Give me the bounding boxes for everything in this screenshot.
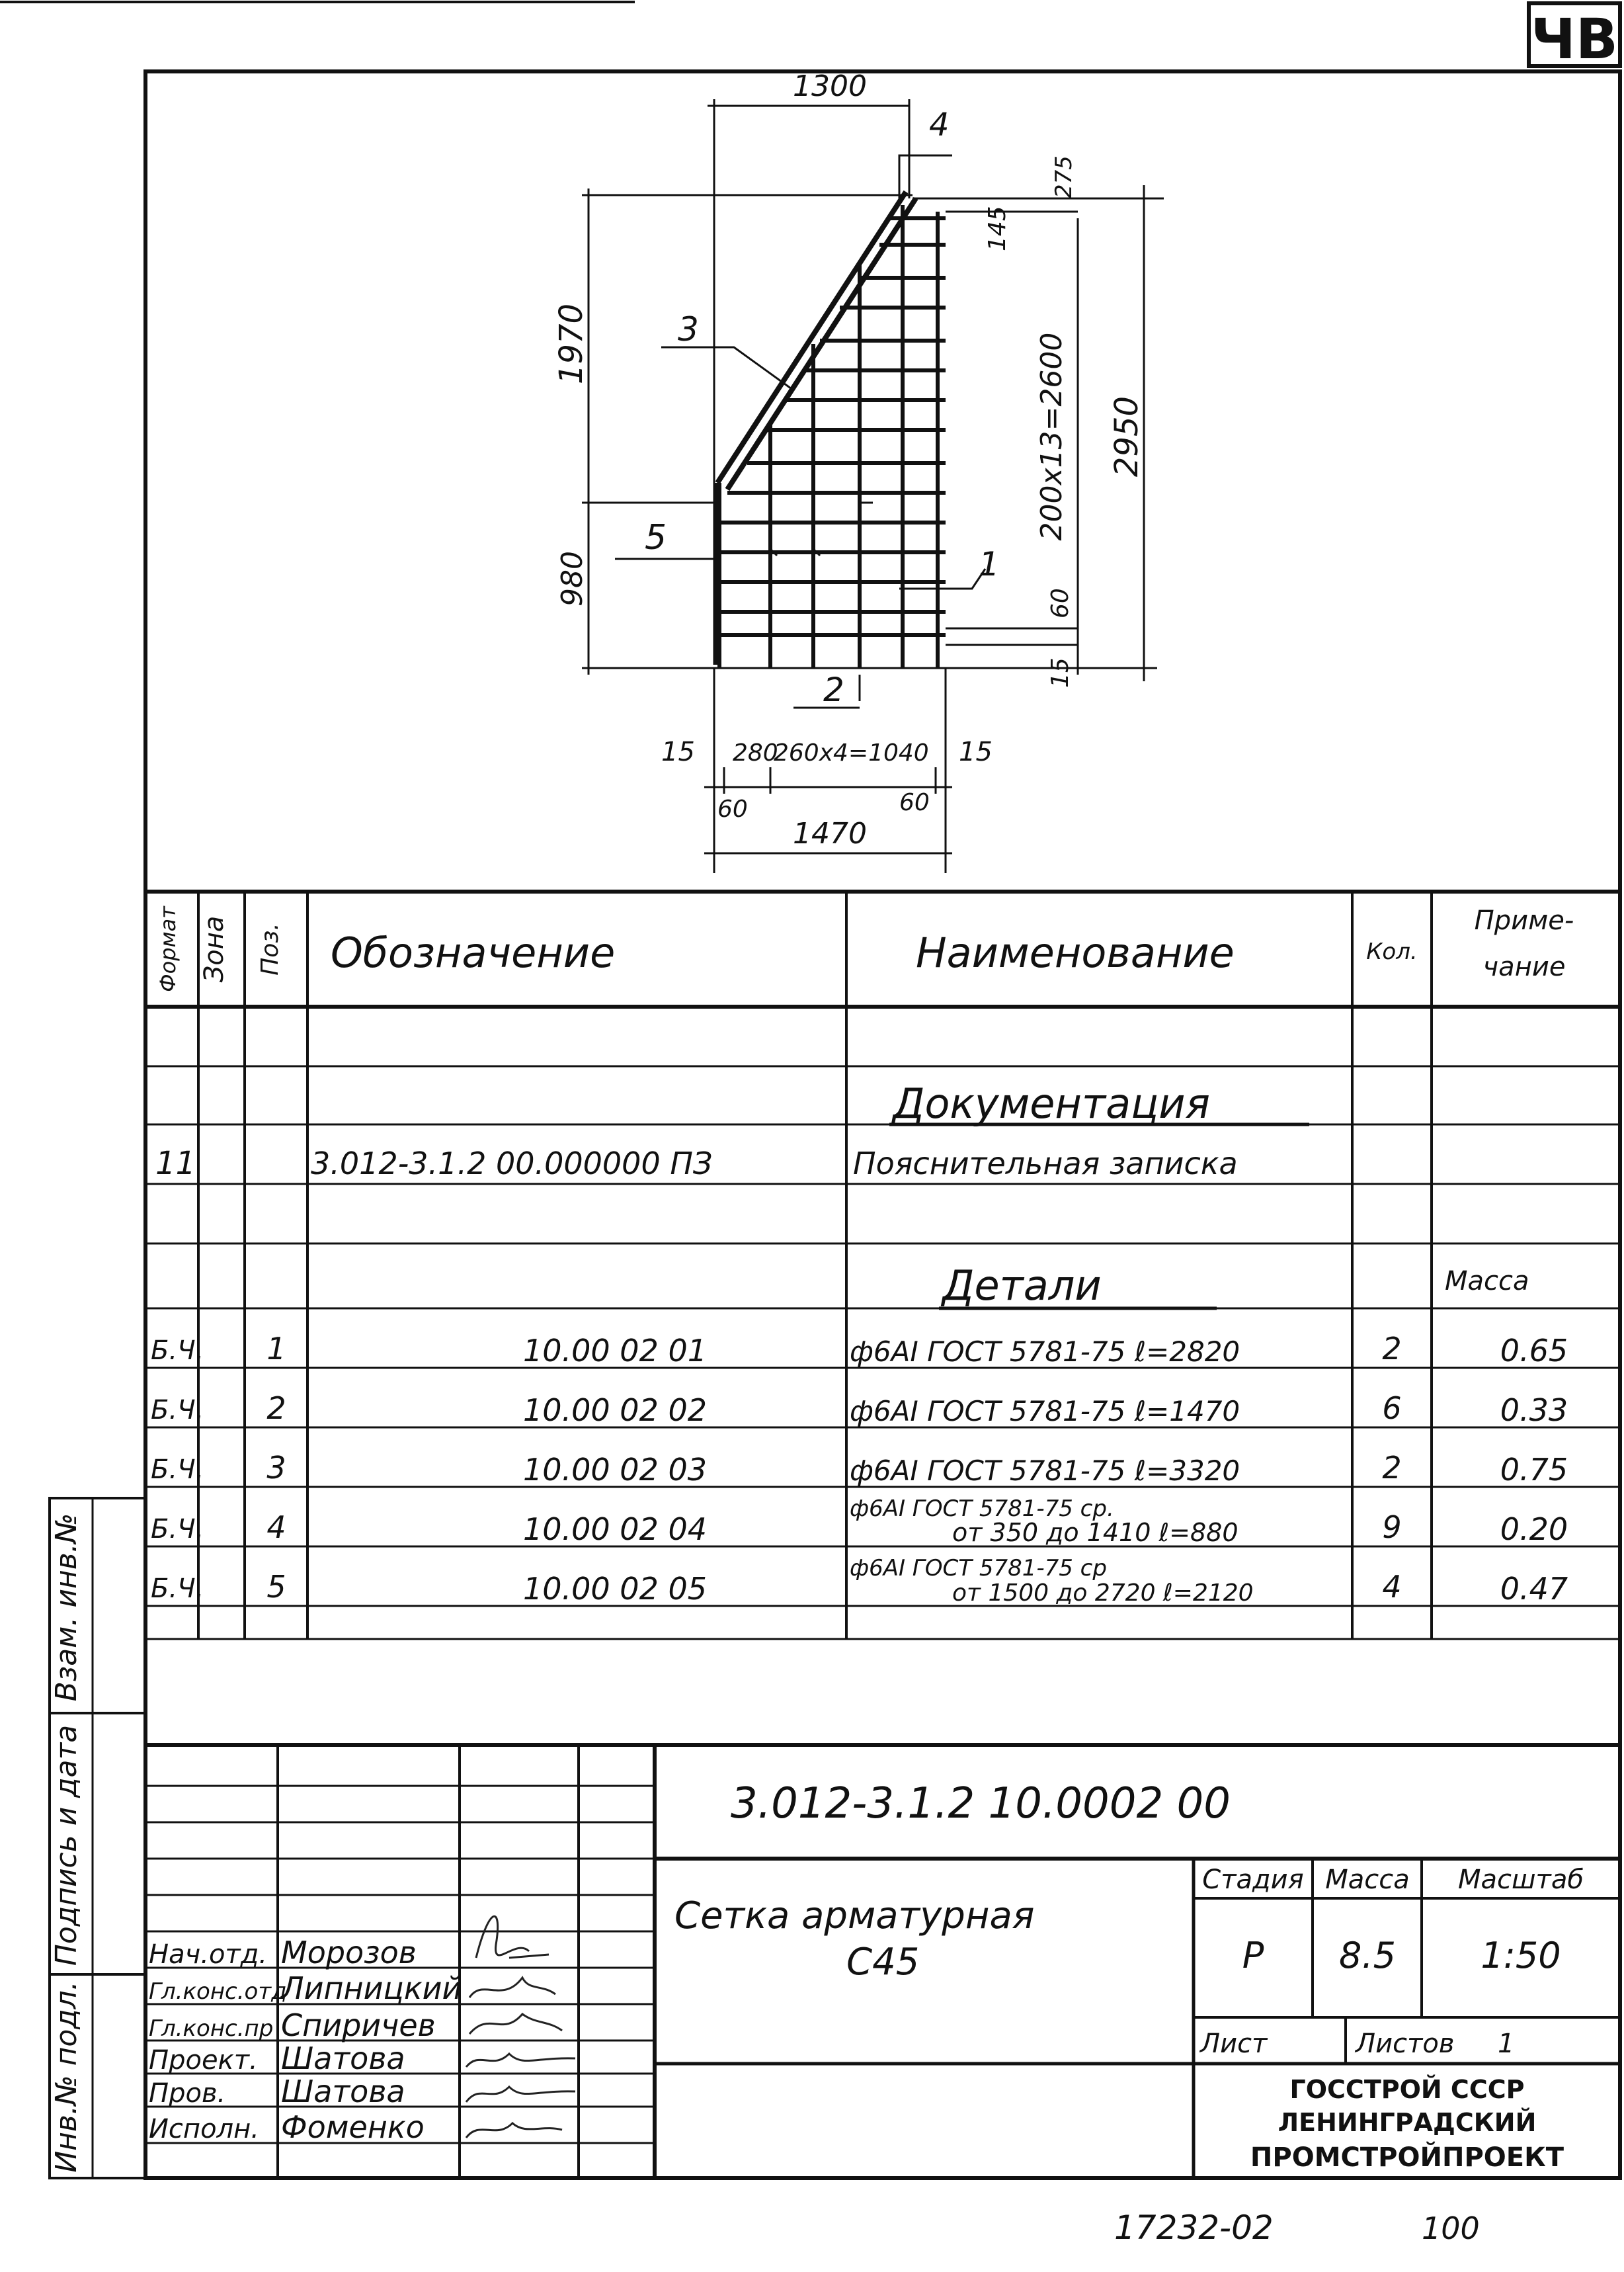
parts-rows xyxy=(151,1331,1568,1607)
svg-text:от 350 до 1410 ℓ=880: от 350 до 1410 ℓ=880 xyxy=(952,1518,1238,1547)
section-documentation xyxy=(889,1079,1309,1128)
stage-value: Р xyxy=(1242,1935,1264,1976)
svg-text:Пров.: Пров. xyxy=(149,2078,226,2109)
svg-text:1300: 1300 xyxy=(793,69,867,103)
svg-text:15: 15 xyxy=(1047,657,1074,688)
side-stamp-inv-podl: Инв.№ подл. xyxy=(50,1981,83,2173)
sheet-label: Лист xyxy=(1200,2029,1268,2059)
stage-label: Стадия xyxy=(1202,1865,1304,1895)
svg-text:280: 280 xyxy=(733,739,778,767)
table-row xyxy=(151,1331,1568,1368)
svg-text:Исполн.: Исполн. xyxy=(149,2114,259,2144)
svg-text:1: 1 xyxy=(266,1331,286,1367)
svg-text:ф6АI ГОСТ 5781-75 ср: ф6АI ГОСТ 5781-75 ср xyxy=(850,1555,1107,1581)
svg-text:5: 5 xyxy=(645,518,667,558)
drawing-code: 3.012-3.1.2 10.0002 00 xyxy=(731,1779,1231,1828)
section-parts xyxy=(939,1261,1529,1310)
svg-text:260х4=1040: 260х4=1040 xyxy=(774,739,929,767)
table-row xyxy=(151,1555,1568,1607)
svg-text:Фоменко: Фоменко xyxy=(281,2109,425,2145)
svg-text:4: 4 xyxy=(266,1509,286,1545)
side-stamp-podpis: Подпись и дата xyxy=(50,1724,83,1966)
svg-text:Наименование: Наименование xyxy=(916,929,1235,977)
svg-text:10.00 02 01: 10.00 02 01 xyxy=(523,1333,707,1368)
svg-text:ЧВ: ЧВ xyxy=(1531,7,1618,71)
svg-text:145: 145 xyxy=(984,206,1011,251)
svg-text:Гл.конс.отд: Гл.конс.отд xyxy=(149,1978,287,2005)
svg-text:2950: 2950 xyxy=(1108,396,1145,478)
svg-text:Б.Ч.: Б.Ч. xyxy=(151,1454,204,1485)
table-row xyxy=(151,1450,1568,1488)
drawing-title: Сетка арматурная xyxy=(674,1894,1035,1937)
svg-text:чание: чание xyxy=(1482,952,1566,982)
svg-text:1: 1 xyxy=(979,545,1000,583)
svg-text:Обозначение: Обозначение xyxy=(331,929,616,977)
svg-text:Б.Ч.: Б.Ч. xyxy=(151,1574,204,1604)
table-row xyxy=(151,1390,1568,1428)
svg-text:3.012-3.1.2 00.000000 ПЗ: 3.012-3.1.2 00.000000 ПЗ xyxy=(311,1146,713,1181)
svg-text:2: 2 xyxy=(1382,1331,1402,1367)
svg-text:3: 3 xyxy=(678,310,699,349)
spec-headers xyxy=(155,905,1574,992)
svg-text:15: 15 xyxy=(959,737,993,767)
svg-text:Морозов: Морозов xyxy=(281,1935,417,1970)
svg-text:0.75: 0.75 xyxy=(1500,1452,1568,1488)
svg-text:Б.Ч.: Б.Ч. xyxy=(151,1395,204,1425)
svg-text:ф6АI ГОСТ 5781-75 ℓ=2820: ф6АI ГОСТ 5781-75 ℓ=2820 xyxy=(850,1335,1240,1368)
svg-text:Липницкий: Липницкий xyxy=(281,1970,462,2006)
footer-number: 17232-02 xyxy=(1114,2209,1274,2247)
corner-code xyxy=(1529,3,1620,71)
svg-text:4: 4 xyxy=(929,106,950,144)
org-line-2: ЛЕНИНГРАДСКИЙ xyxy=(1278,2108,1537,2137)
scale-value: 1:50 xyxy=(1481,1935,1561,1976)
svg-text:ф6АI ГОСТ 5781-75 ℓ=1470: ф6АI ГОСТ 5781-75 ℓ=1470 xyxy=(850,1395,1240,1427)
sheets-value: 1 xyxy=(1498,2029,1515,2059)
svg-text:ф6АI ГОСТ 5781-75 ℓ=3320: ф6АI ГОСТ 5781-75 ℓ=3320 xyxy=(850,1454,1240,1487)
svg-text:Б.Ч.: Б.Ч. xyxy=(151,1335,204,1366)
org-line-3: ПРОМСТРОЙПРОЕКТ xyxy=(1250,2142,1564,2173)
svg-text:0.33: 0.33 xyxy=(1500,1392,1568,1428)
dimension-texts xyxy=(553,69,1145,851)
svg-text:Кол.: Кол. xyxy=(1366,939,1418,965)
footer-page: 100 xyxy=(1422,2210,1480,2246)
svg-text:ф6АI ГОСТ 5781-75 ср.: ф6АI ГОСТ 5781-75 ср. xyxy=(850,1495,1114,1522)
scale-label: Масштаб xyxy=(1457,1865,1584,1895)
svg-text:2: 2 xyxy=(823,671,844,709)
svg-text:Документация: Документация xyxy=(893,1079,1210,1128)
svg-text:Зона: Зона xyxy=(199,915,229,983)
svg-text:Масса: Масса xyxy=(1445,1266,1529,1296)
svg-text:Шатова: Шатова xyxy=(281,2074,405,2109)
svg-text:Шатова: Шатова xyxy=(281,2041,405,2076)
svg-text:Гл.конс.пр: Гл.конс.пр xyxy=(149,2015,274,2042)
svg-text:9: 9 xyxy=(1382,1509,1402,1545)
svg-text:Детали: Детали xyxy=(942,1261,1102,1310)
person-row xyxy=(149,1935,417,1970)
svg-text:Спиричев: Спиричев xyxy=(281,2007,436,2043)
svg-text:Поз.: Поз. xyxy=(257,923,284,976)
people-list xyxy=(149,1935,462,2145)
svg-text:2: 2 xyxy=(1382,1450,1402,1486)
svg-text:Проект.: Проект. xyxy=(149,2045,258,2076)
table-row xyxy=(151,1495,1568,1547)
svg-text:0.47: 0.47 xyxy=(1500,1571,1568,1607)
svg-text:5: 5 xyxy=(266,1569,286,1605)
svg-text:Нач.отд.: Нач.отд. xyxy=(149,1939,268,1970)
svg-text:60: 60 xyxy=(899,789,930,816)
drawing-mark: С45 xyxy=(846,1941,920,1984)
svg-text:200х13=2600: 200х13=2600 xyxy=(1035,332,1069,541)
svg-text:60: 60 xyxy=(1047,588,1074,618)
svg-text:4: 4 xyxy=(1382,1569,1402,1605)
svg-text:10.00 02 04: 10.00 02 04 xyxy=(523,1511,707,1547)
svg-text:10.00 02 03: 10.00 02 03 xyxy=(523,1452,707,1488)
svg-text:3: 3 xyxy=(266,1450,286,1486)
svg-text:10.00 02 02: 10.00 02 02 xyxy=(523,1392,707,1428)
svg-text:от 1500 до 2720 ℓ=2120: от 1500 до 2720 ℓ=2120 xyxy=(952,1579,1254,1607)
svg-text:Приме-: Приме- xyxy=(1474,905,1574,936)
mesh-drawing xyxy=(714,192,946,668)
svg-text:1470: 1470 xyxy=(793,817,867,851)
side-stamp-inv-vzam: Взам. инв.№ xyxy=(50,1513,83,1702)
footer xyxy=(1114,2209,1480,2247)
mass-value: 8.5 xyxy=(1339,1935,1396,1976)
svg-text:Формат: Формат xyxy=(155,906,181,992)
mass-label: Масса xyxy=(1325,1865,1410,1895)
svg-text:0.20: 0.20 xyxy=(1500,1511,1568,1547)
person-row xyxy=(149,2109,425,2145)
svg-text:0.65: 0.65 xyxy=(1500,1333,1568,1368)
svg-text:60: 60 xyxy=(717,796,748,823)
sheets-label: Листов xyxy=(1356,2029,1455,2059)
person-row xyxy=(149,1970,462,2006)
svg-text:10.00 02 05: 10.00 02 05 xyxy=(523,1571,707,1607)
signatures xyxy=(466,1916,575,2138)
svg-text:Пояснительная записка: Пояснительная записка xyxy=(853,1146,1238,1181)
svg-text:Б.Ч.: Б.Ч. xyxy=(151,1514,204,1544)
person-row xyxy=(149,2007,436,2043)
svg-text:275: 275 xyxy=(1051,155,1077,198)
svg-text:6: 6 xyxy=(1382,1390,1402,1426)
svg-text:15: 15 xyxy=(661,737,695,767)
doc-row xyxy=(155,1145,1238,1182)
svg-text:11: 11 xyxy=(155,1145,196,1182)
svg-text:2: 2 xyxy=(266,1390,286,1426)
svg-text:980: 980 xyxy=(555,551,589,607)
org-line-1: ГОССТРОЙ СССР xyxy=(1289,2075,1525,2104)
svg-text:1970: 1970 xyxy=(553,303,590,385)
